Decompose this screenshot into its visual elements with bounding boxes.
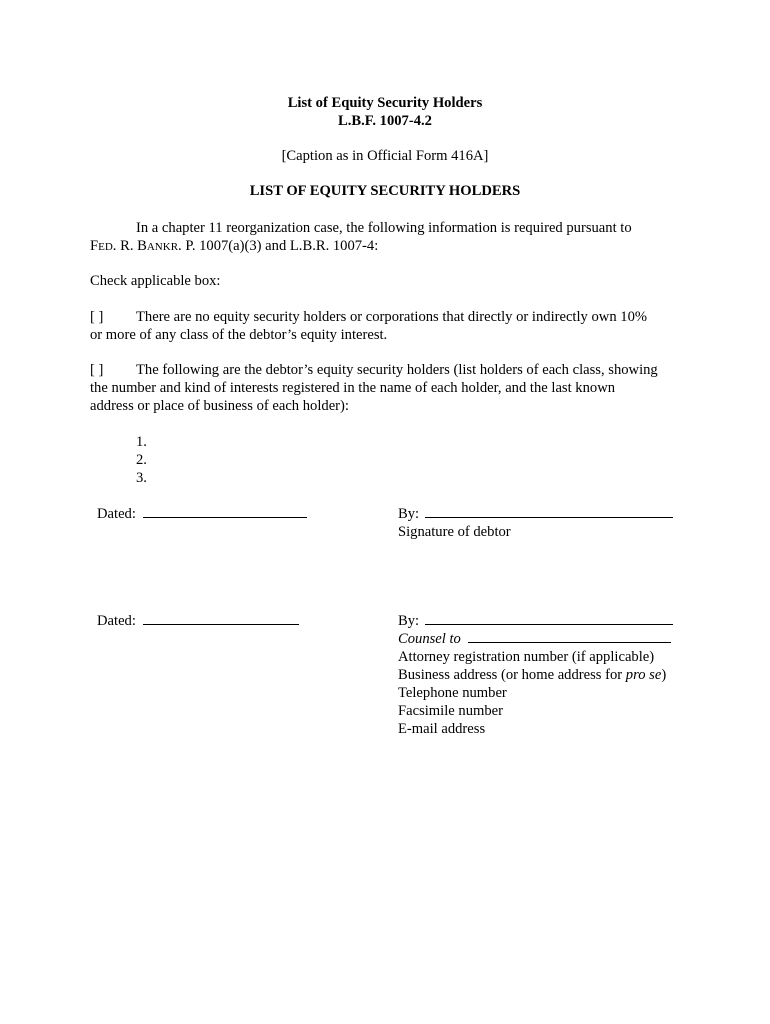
dated-label-1: Dated:	[97, 506, 136, 522]
facsimile-label: Facsimile number	[398, 703, 503, 719]
pro-se-text: pro se	[625, 667, 662, 683]
check-applicable-label: Check applicable box:	[90, 273, 221, 289]
form-title: List of Equity Security Holders	[287, 95, 483, 111]
list-item: 3.	[136, 470, 147, 486]
option-1-line-2: or more of any class of the debtor’s equity interest.	[90, 327, 388, 343]
caption-note: [Caption as in Official Form 416A]	[281, 148, 489, 164]
document-heading: LIST OF EQUITY SECURITY HOLDERS	[249, 183, 521, 199]
debtor-signature-field[interactable]	[425, 505, 673, 518]
dated-field-1[interactable]	[143, 505, 307, 518]
counsel-to-field[interactable]	[468, 630, 671, 643]
by-label-2: By:	[398, 613, 420, 629]
option-1-line-1: There are no equity security holders or corporations that directly or indirectly own 10%	[136, 309, 648, 325]
rule-ed: ED	[98, 241, 113, 253]
list-item: 1.	[136, 434, 147, 450]
email-label: E-mail address	[398, 721, 486, 737]
business-address-prefix: Business address (or home address for	[398, 667, 626, 683]
option-2-line-2: the number and kind of interests registered in the name of each holder, and the last known	[90, 380, 616, 396]
option-2-line-3: address or place of business of each holder):	[90, 398, 349, 414]
dated-label-2: Dated:	[97, 613, 136, 629]
attorney-registration-label: Attorney registration number (if applicable)	[398, 649, 655, 665]
option-1-checkbox[interactable]: [ ]	[90, 309, 104, 325]
form-number: L.B.F. 1007-4.2	[338, 113, 432, 129]
rule-f: F	[90, 238, 99, 254]
rule-ankr: ANKR	[146, 241, 179, 253]
counsel-signature-field[interactable]	[425, 612, 673, 625]
intro-line-1: In a chapter 11 reorganization case, the following information is required pursuant to	[136, 220, 632, 236]
telephone-label: Telephone number	[398, 685, 507, 701]
business-address-suffix: )	[661, 667, 667, 683]
option-2-checkbox[interactable]: [ ]	[90, 362, 104, 378]
counsel-to-label: Counsel to	[398, 631, 461, 647]
by-label-1: By:	[398, 506, 420, 522]
list-item: 2.	[136, 452, 147, 468]
rule-b: B	[137, 238, 147, 254]
rule-rest: . P. 1007(a)(3) and L.B.R. 1007-4:	[178, 238, 379, 254]
option-2-line-1: The following are the debtor’s equity security holders (list holders of each class, showing	[136, 362, 658, 378]
rule-r: . R.	[112, 238, 138, 254]
signature-of-debtor-caption: Signature of debtor	[398, 524, 511, 540]
intro-line-2	[90, 237, 378, 256]
dated-field-2[interactable]	[143, 612, 299, 625]
business-address-label	[398, 666, 666, 684]
